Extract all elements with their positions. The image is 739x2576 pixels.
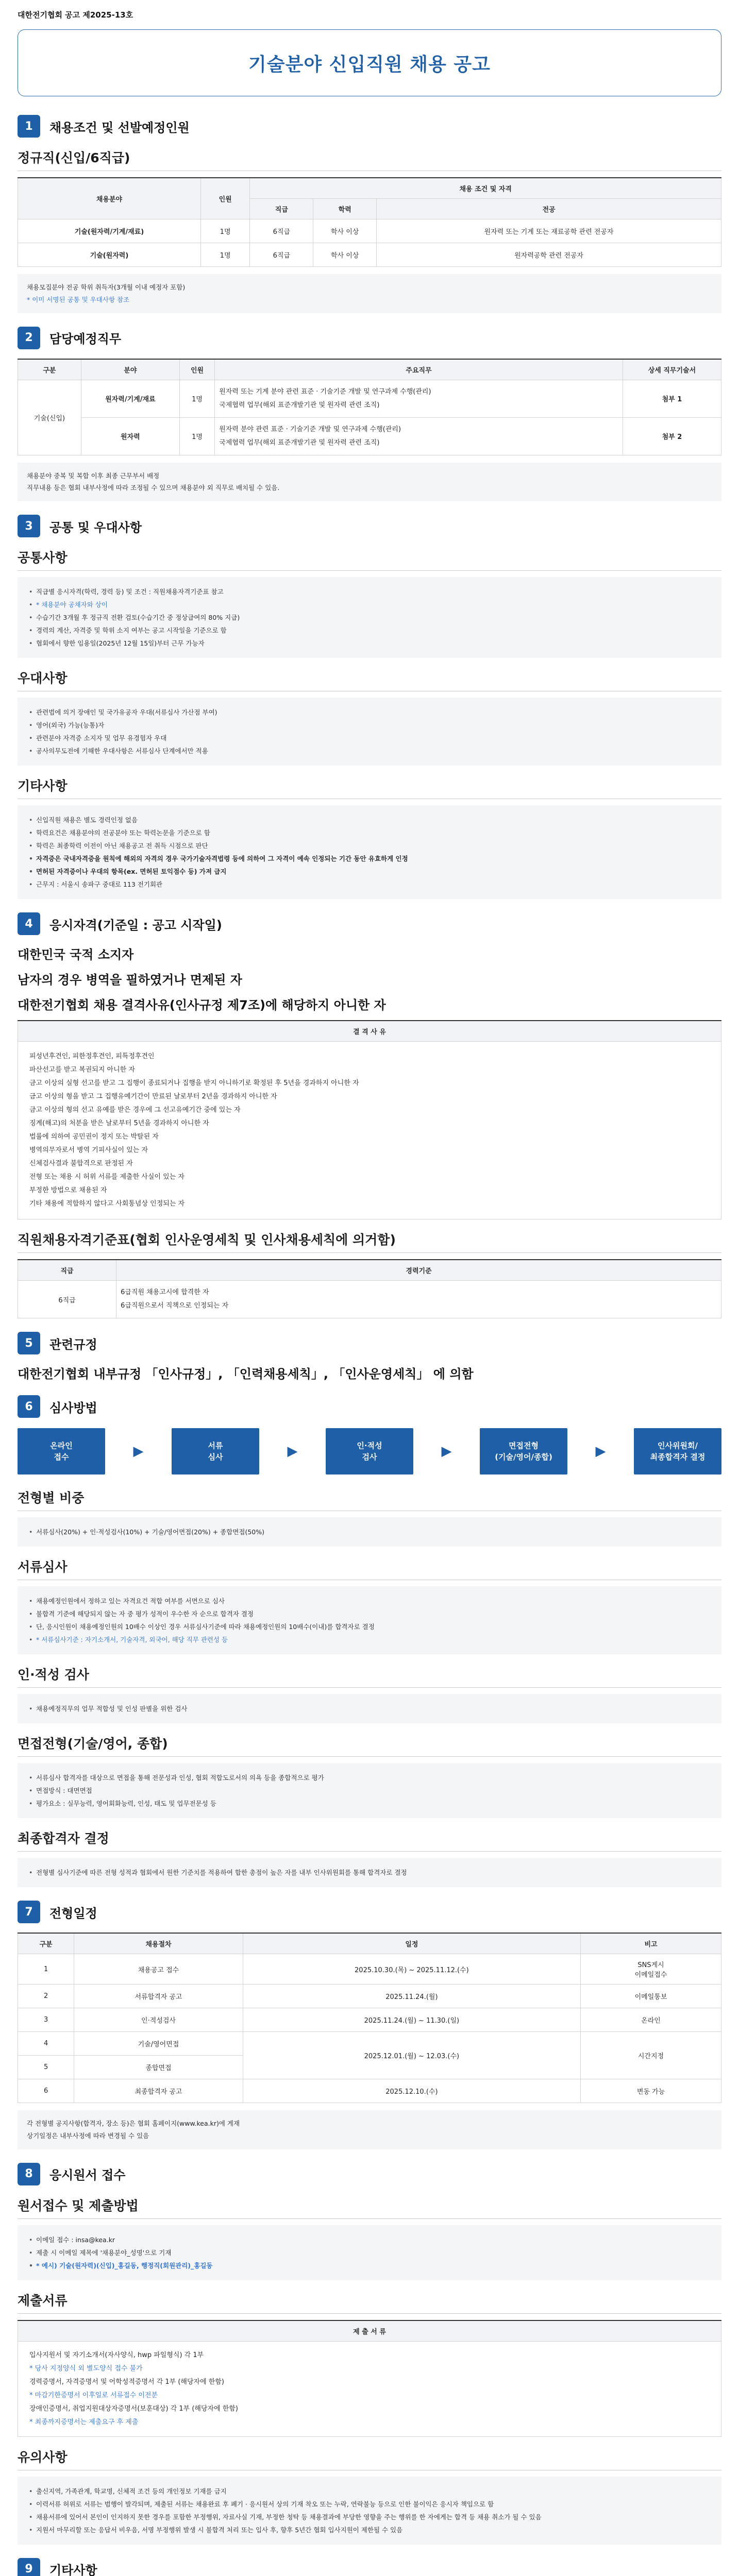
table-row <box>18 417 721 455</box>
table-header: 구분 <box>18 1933 74 1954</box>
note-box <box>18 2110 721 2149</box>
eligibility-line: 남자의 경우 병역을 필하였거나 면제된 자 <box>18 973 242 987</box>
list-item: 피성년후견인, 피한정후견인, 피특정후견인 <box>29 1053 155 1060</box>
table-cell: 5 <box>18 2056 74 2079</box>
list-item: • 관련법에 의거 장애인 및 국가유공자 우대(서류심사 가산점 부여) <box>29 706 710 719</box>
table-cell: 학사 이상 <box>313 243 377 267</box>
table-cell: 학사 이상 <box>313 219 377 243</box>
list-item: 부정한 방법으로 채용된 자 <box>29 1187 107 1194</box>
positions-table <box>18 177 721 267</box>
list-item: • 이메일 접수 : insa@kea.kr <box>29 2233 710 2246</box>
table-cell <box>116 1281 721 1318</box>
table-row <box>18 1954 721 1985</box>
list-item: 금고 이상의 형의 선고 유예를 받은 경우에 그 선고유예기간 중에 있는 자 <box>29 1106 241 1114</box>
table-cell: 원자력 또는 기계 또는 재료공학 관련 전공자 <box>377 219 721 243</box>
sub-title: 제출서류 <box>18 2291 721 2314</box>
list-item: • 학력은 최종학력 이전이 아닌 채용공고 전 취득 시점으로 판단 <box>29 839 710 852</box>
notice-number: 대한전기협회 공고 제2025-13호 <box>18 10 133 20</box>
list-item: • 공사의무도전에 기해한 우대사항은 서류심사 단계에서만 적용 <box>29 744 710 757</box>
list-item: • 면허된 자격증이나 우대의 항목(ex. 면허된 토익점수 등) 가져 급지 <box>29 865 710 878</box>
table-row <box>18 2032 721 2056</box>
section-number: 9 <box>18 2558 40 2576</box>
list-item: • 채용예정직무의 업무 적합성 및 인성 판별을 위한 검사 <box>29 1702 710 1715</box>
table-cell: 1 <box>18 1954 74 1985</box>
list-item: * 마감기한증명서 이후일로 서류접수 이전분 <box>29 2391 158 2399</box>
list-item: 병역의무자로서 병역 기피사실이 있는 자 <box>29 1146 148 1154</box>
table-cell: 종합면접 <box>74 2056 243 2079</box>
pref-list <box>18 698 721 766</box>
criteria-table <box>18 1259 721 1318</box>
table-header: 구분 <box>18 359 81 380</box>
sub-title: 정규직(신입/6직급) <box>18 148 721 171</box>
section-3-header <box>18 515 721 537</box>
sub-title: 유의사항 <box>18 2447 721 2470</box>
note-line: 직무내용 등은 협회 내부사정에 따라 조정될 수 있으며 채용분야 외 직무로 배치될 수 있음. <box>27 484 280 492</box>
table-row <box>18 380 721 417</box>
table-cell: 4 <box>18 2032 74 2056</box>
table-header: 경력기준 <box>116 1260 721 1281</box>
duty-line: 원자력 또는 기계 분야 관련 표준 · 기술기준 개발 및 연구과제 수행(관리) <box>219 387 431 396</box>
table-cell: 기술(원자력) <box>18 243 201 267</box>
submission-list <box>18 2225 721 2280</box>
table-cell: 인·적성검사 <box>74 2008 243 2032</box>
section-title: 관련규정 <box>49 1337 97 1352</box>
list-item: 신체검사결과 불합격으로 판정된 자 <box>29 1160 133 1167</box>
list-item: • 제출 시 이메일 제목에 '채용분야_성명'으로 기재 <box>29 2246 710 2259</box>
table-row <box>18 2008 721 2032</box>
sub-title: 직원채용자격기준표(협회 인사운영세칙 및 인사채용세칙에 의거함) <box>18 1230 721 1253</box>
table-cell: 온라인 <box>581 2008 721 2032</box>
section-number: 8 <box>18 2163 40 2185</box>
section-number: 6 <box>18 1395 40 1418</box>
note-line: 상기일정은 내부사정에 따라 변경될 수 있음 <box>27 2131 149 2140</box>
list-item: 법률에 의하여 공민권이 정지 또는 박탈된 자 <box>29 1133 159 1141</box>
list-item: • 경력의 계산, 자격증 및 학위 소지 여부는 공고 시작일을 기준으로 함 <box>29 624 710 637</box>
table-cell: 2025.12.10.(수) <box>243 2079 580 2103</box>
list-item: • 평가요소 : 실무능력, 영어회화능력, 인성, 태도 및 업무전문성 등 <box>29 1797 710 1810</box>
table-cell <box>215 380 623 417</box>
etc-list <box>18 805 721 899</box>
table-row <box>18 2079 721 2103</box>
table-row <box>18 243 721 267</box>
sub-title: 최종합격자 결정 <box>18 1828 721 1852</box>
list-item: * 최종까지증명서는 제출요구 후 제출 <box>29 2418 139 2426</box>
list-item: • 수습기간 3개월 후 정규직 전환 검토(수습기간 중 정상급여의 80% 지급) <box>29 611 710 624</box>
note-box <box>18 274 721 313</box>
criteria-line: 6급직원으로서 직책으로 인정되는 자 <box>121 1302 229 1310</box>
table-cell: 기술(원자력/기계/재료) <box>18 219 201 243</box>
table-cell: 채용공고 접수 <box>74 1954 243 1985</box>
disq-list <box>29 1050 710 1211</box>
table-cell <box>215 417 623 455</box>
section-title: 채용조건 및 선발예정인원 <box>49 120 190 135</box>
arrow-right-icon: ▶ <box>441 1444 452 1459</box>
sub-title: 인·적성 검사 <box>18 1665 721 1688</box>
documents-table <box>18 2320 721 2437</box>
table-cell: 첨부 1 <box>623 380 721 417</box>
table-cell: 1명 <box>179 417 214 455</box>
table-cell: 2 <box>18 1985 74 2008</box>
list-item: • 직급별 응시자격(학력, 경력 등) 및 조건 : 직원채용자격기준표 참고 <box>29 585 710 598</box>
process-flow <box>18 1428 721 1475</box>
table-cell: 1명 <box>179 380 214 417</box>
table-cell: 6직급 <box>250 219 313 243</box>
table-cell <box>18 1042 721 1219</box>
table-header: 제 출 서 류 <box>18 2320 721 2342</box>
list-item: 금고 이상의 형을 받고 그 집행유예기간이 만료된 날로부터 2년을 경과하지 아니한 자 <box>29 1093 277 1100</box>
section-title: 응시자격(기준일 : 공고 시작일) <box>49 918 222 933</box>
title-box <box>18 29 721 96</box>
note-line: * 이미 서명된 공통 및 우대사항 참조 <box>27 295 130 303</box>
sub-title: 원서접수 및 제출방법 <box>18 2196 721 2219</box>
list-item: 전형 또는 채용 시 허위 서류를 제출한 사실이 있는 자 <box>29 1173 184 1181</box>
schedule-table <box>18 1933 721 2103</box>
section-title: 기타사항 <box>49 2563 97 2576</box>
section-2-header <box>18 327 721 349</box>
flow-step: 면접전형 (기술/영어/종합) <box>480 1428 567 1475</box>
list-item: * 당사 지정양식 외 별도양식 접수 불가 <box>29 2364 143 2372</box>
criteria-line: 6급직원 채용고시에 합격한 자 <box>121 1289 209 1296</box>
list-item: • 신입직원 채용은 별도 경력인정 없음 <box>29 814 710 826</box>
table-header: 주요직무 <box>215 359 623 380</box>
section-number: 4 <box>18 912 40 935</box>
table-header: 채용 조건 및 자격 <box>250 178 721 199</box>
table-header: 학력 <box>313 199 377 219</box>
sub-title: 면접전형(기술/영어, 종합) <box>18 1734 721 1757</box>
table-cell <box>18 2341 721 2436</box>
list-item: 기타 채용에 적합하지 않다고 사회통념상 인정되는 자 <box>29 1200 185 1208</box>
interview-list <box>18 1763 721 1818</box>
table-cell: 원자력/기계/재료 <box>81 380 179 417</box>
list-item: • 채용서류에 있어서 본인이 인지하지 못한 경우를 포함한 부정행위, 자료사실 기재, 부정한 청탁 등 채용결과에 부당한 영향을 주는 행위를 한 자에게는 합격 등 채용 취소가 될 수 있음 <box>29 2511 710 2523</box>
table-header: 상세 직무기술서 <box>623 359 721 380</box>
table-cell: 원자력공학 관련 전공자 <box>377 243 721 267</box>
final-list <box>18 1858 721 1887</box>
list-item: 장애인증명서, 취업지원대상자증명서(보훈대상) 각 1부 (해당자에 한함) <box>29 2404 238 2413</box>
flow-step: 인·적성 검사 <box>326 1428 413 1475</box>
list-item: • 영어(외국) 가능(능통)자 <box>29 719 710 732</box>
disqualification-table <box>18 1020 721 1219</box>
regulation-line: 대한전기협회 내부규정 「인사규정」, 「인력채용세칙」, 「인사운영세칙」 에 의함 <box>18 1367 474 1381</box>
table-cell: 이메일통보 <box>581 1985 721 2008</box>
section-title: 공통 및 우대사항 <box>49 520 142 535</box>
page-title: 기술분야 신입직원 채용 공고 <box>248 54 491 75</box>
table-cell: 기술(신입) <box>18 380 81 455</box>
table-cell: 6직급 <box>18 1281 116 1318</box>
table-cell: 3 <box>18 2008 74 2032</box>
list-item: 금고 이상의 실형 선고를 받고 그 집행이 종료되거나 집행을 받지 아니하기로 확정된 후 5년을 경과하지 아니한 자 <box>29 1079 359 1087</box>
table-header: 직급 <box>18 1260 116 1281</box>
section-4-header <box>18 912 721 935</box>
doc-review-list <box>18 1586 721 1654</box>
list-item: 파산선고를 받고 복권되지 아니한 자 <box>29 1066 135 1074</box>
table-cell: 2025.12.01.(월) ~ 12.03.(수) <box>243 2032 580 2079</box>
caution-list <box>18 2477 721 2545</box>
common-list <box>18 577 721 658</box>
table-header: 채용절차 <box>74 1933 243 1954</box>
duties-table <box>18 359 721 455</box>
list-item: • 전형별 심사기준에 따른 전형 성적과 협회에서 원한 기준치를 적용하여 합한 총점이 높은 자를 내부 인사위원회를 통해 합격자로 결정 <box>29 1866 710 1879</box>
table-cell: 1명 <box>200 243 250 267</box>
table-header: 결 격 사 유 <box>18 1021 721 1042</box>
list-item: 징계(해고)의 처분을 받은 날로부터 5년을 경과하지 아니한 자 <box>29 1120 209 1127</box>
table-header: 인원 <box>179 359 214 380</box>
list-item: • 자격증은 국내자격증을 원칙에 해외의 자격의 경우 국가기술자격법령 등에 의하여 그 자격이 예속 인정되는 기간 동안 유효하게 인정 <box>29 852 710 865</box>
section-title: 심사방법 <box>49 1400 97 1415</box>
aptitude-list <box>18 1694 721 1723</box>
flow-step: 서류 심사 <box>172 1428 259 1475</box>
section-number: 1 <box>18 115 40 138</box>
list-item: 입사지원서 및 자기소개서(자사양식, hwp 파일형식) 각 1부 <box>29 2351 204 2359</box>
table-cell: 서류합격자 공고 <box>74 1985 243 2008</box>
list-item: • 협회에서 향한 임용일(2025년 12월 15일)부터 근무 가능자 <box>29 637 710 650</box>
docs-list <box>29 2349 710 2429</box>
table-header: 비고 <box>581 1933 721 1954</box>
list-item: • 채용예정인원에서 정하고 있는 자격요건 적합 여부를 서면으로 심사 <box>29 1595 710 1607</box>
table-row <box>18 219 721 243</box>
table-header: 일정 <box>243 1933 580 1954</box>
section-7-header <box>18 1901 721 1923</box>
note-line: 채용분야 중복 및 복합 이후 최종 근무부서 배정 <box>27 471 160 480</box>
table-header: 직급 <box>250 199 313 219</box>
section-number: 2 <box>18 327 40 349</box>
section-8-header <box>18 2163 721 2185</box>
sub-title: 기타사항 <box>18 776 721 799</box>
table-cell: 최종합격자 공고 <box>74 2079 243 2103</box>
table-header: 채용분야 <box>18 178 201 219</box>
duty-line: 국제협력 업무(해외 표준개발기관 및 원자력 관련 조직) <box>219 401 380 409</box>
sub-title: 우대사항 <box>18 668 721 691</box>
table-cell: 기술/영어면접 <box>74 2032 243 2056</box>
section-number: 5 <box>18 1332 40 1354</box>
list-item: • * 예시) 기술(원자력)(신입)_홍길동, 행정직(회원관리)_홍길동 <box>29 2259 710 2272</box>
ratio-list <box>18 1517 721 1547</box>
list-item: • 지원서 마무리할 또는 응답서 비우음, 서명 부정행위 발생 시 불합격 처리 또는 입사 후, 향후 5년간 협회 입사지원이 제한될 수 있음 <box>29 2523 710 2536</box>
flow-step: 인사위원회/ 최종합격자 결정 <box>634 1428 721 1475</box>
table-cell: 시간지정 <box>581 2032 721 2079</box>
table-cell: 첨부 2 <box>623 417 721 455</box>
section-number: 7 <box>18 1901 40 1923</box>
sub-title: 서류심사 <box>18 1557 721 1580</box>
table-header: 인원 <box>200 178 250 219</box>
section-6-header <box>18 1395 721 1418</box>
section-title: 전형일정 <box>49 1906 97 1921</box>
arrow-right-icon: ▶ <box>595 1444 606 1459</box>
table-cell: 2025.11.24.(월) ~ 11.30.(일) <box>243 2008 580 2032</box>
section-5-header <box>18 1332 721 1354</box>
section-1-header <box>18 115 721 138</box>
flow-step: 온라인 접수 <box>18 1428 105 1475</box>
table-cell: 변동 가능 <box>581 2079 721 2103</box>
note-line: 각 전형별 공지사항(합격자, 장소 등)은 협회 홈페이지(www.kea.kr)에 게재 <box>27 2120 240 2127</box>
note-box <box>18 463 721 502</box>
list-item: • 출신지역, 가족관계, 학교명, 신체적 조건 등의 개인정보 기재를 금지 <box>29 2485 710 2498</box>
list-item: • 서류심사(20%) + 인·적성검사(10%) + 기술/영어면접(20%) + 종합면접(50%) <box>29 1526 710 1538</box>
list-item: 경력증명서, 자격증명서 및 어학성적증명서 각 1부 (해당자에 한함) <box>29 2378 224 2386</box>
arrow-right-icon: ▶ <box>287 1444 298 1459</box>
list-item: • 서류심사 합격자를 대상으로 면접을 통해 전문성과 인성, 협회 적합도로서의 의욕 등을 종합적으로 평가 <box>29 1771 710 1784</box>
section-number: 3 <box>18 515 40 537</box>
table-cell: 원자력 <box>81 417 179 455</box>
table-row <box>18 1985 721 2008</box>
table-cell: 6직급 <box>250 243 313 267</box>
note-line: 채용모집분야 전공 학위 취득자(3개월 이내 예정자 포함) <box>27 283 186 291</box>
section-title: 담당예정직무 <box>49 332 122 346</box>
eligibility-line: 대한전기협회 채용 결격사유(인사규정 제7조)에 해당하지 아니한 자 <box>18 998 386 1012</box>
table-cell: 2025.10.30.(목) ~ 2025.11.12.(수) <box>243 1954 580 1985</box>
list-item: • 면접방식 : 대면면접 <box>29 1784 710 1797</box>
duty-line: 원자력 분야 관련 표준 · 기술기준 개발 및 연구과제 수행(관리) <box>219 425 401 433</box>
list-item: • * 서류심사기준 : 자기소개서, 기술자격, 외국어, 해당 직무 관련성 등 <box>29 1633 710 1646</box>
list-item: • 이력서류 허위로 서류는 범행이 발각되며, 제출된 서류는 채용완료 후 폐기 · 응시원서 상의 기재 착오 또는 누락, 연락불능 등으로 인한 불이익은 응시자 책임으로 함 <box>29 2498 710 2511</box>
sub-title: 공통사항 <box>18 548 721 571</box>
sub-title: 전형별 비중 <box>18 1488 721 1511</box>
table-header: 분야 <box>81 359 179 380</box>
table-cell: SNS게시 이메일접수 <box>581 1954 721 1985</box>
list-item: • * 채용분야 공채자와 상이 <box>29 598 710 611</box>
eligibility-line: 대한민국 국적 소지자 <box>18 947 134 962</box>
table-cell: 1명 <box>200 219 250 243</box>
list-item: • 불합격 기준에 해당되지 않는 자 중 평가 성적이 우수한 자 순으로 합격자 결정 <box>29 1607 710 1620</box>
list-item: • 단, 응시인원이 채용예정인원의 10배수 이상인 경우 서류심사기준에 따라 채용예정인원의 10배수(이내)를 합격자로 결정 <box>29 1620 710 1633</box>
table-cell: 2025.11.24.(월) <box>243 1985 580 2008</box>
section-9-header <box>18 2558 721 2576</box>
section-title: 응시원서 접수 <box>49 2168 126 2182</box>
list-item: • 근무지 : 서울시 송파구 중대로 113 전기회관 <box>29 878 710 891</box>
table-header: 전공 <box>377 199 721 219</box>
table-cell: 6 <box>18 2079 74 2103</box>
duty-line: 국제협력 업무(해외 표준개발기관 및 원자력 관련 조직) <box>219 438 380 447</box>
list-item: • 관련분야 자격증 소지자 및 업무 유경험자 우대 <box>29 732 710 744</box>
list-item: • 학력요건은 채용분야의 전공분야 또는 학력논문을 기준으로 함 <box>29 826 710 839</box>
arrow-right-icon: ▶ <box>133 1444 144 1459</box>
